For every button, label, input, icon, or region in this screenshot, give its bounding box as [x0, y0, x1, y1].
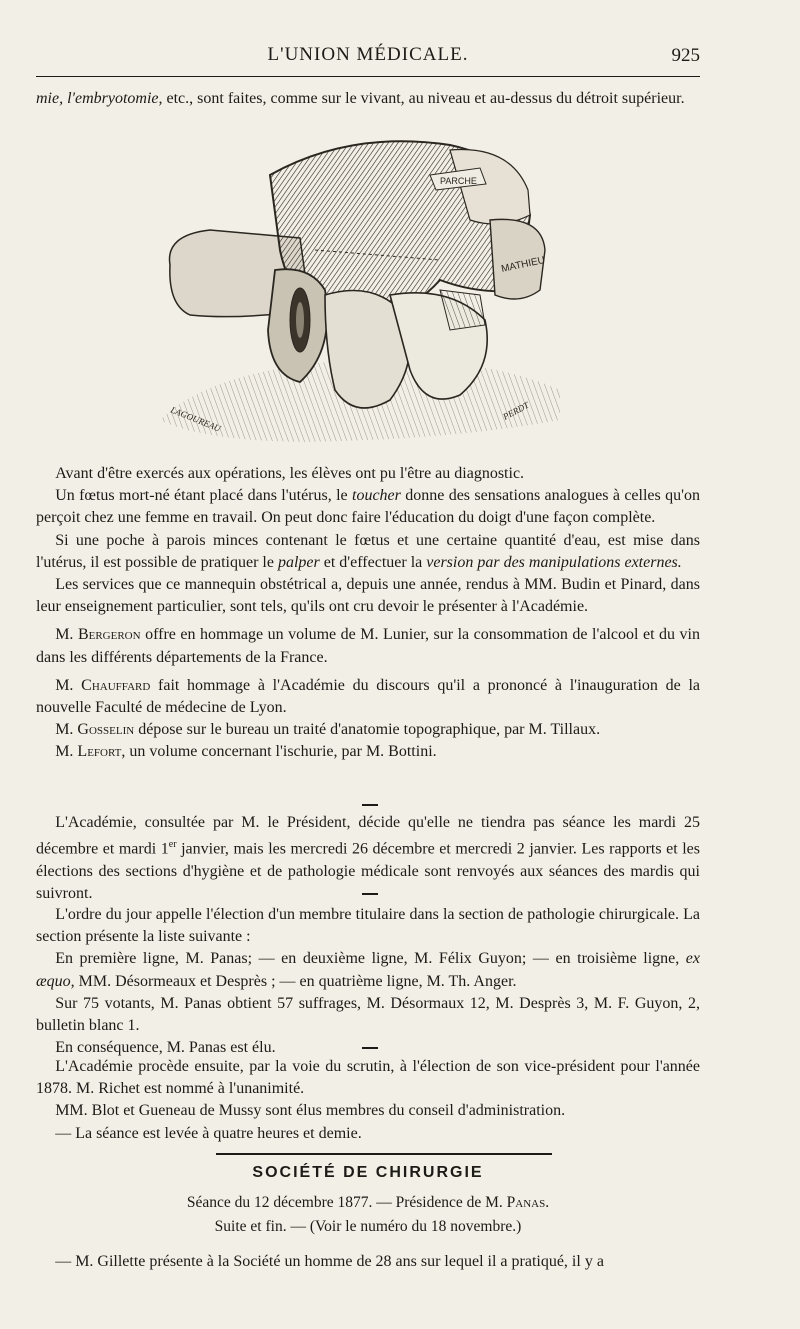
header-rule [36, 76, 700, 77]
intro-text [36, 88, 700, 110]
running-title: L'UNION MÉDICALE. [267, 44, 469, 65]
paragraph-lefort: M. Lefort, un volume concernant l'ischurie, par M. Bottini. [55, 743, 437, 761]
engraver-signature-right: PERDT [501, 399, 531, 422]
paragraph-seances: L'Académie, consultée par M. le Président, décide qu'elle ne tiendra pas séance les mardi 25 décembre et mardi 1er janvier, mais les mercredi 26 décembre et mercredi 2 janvier. Les rapports et les élections des sections d'hygiène et de pathologie médicale sont renvoyés aux séances des mardis qui suivront. [36, 814, 701, 902]
paragraph-conseil: MM. Blot et Gueneau de Mussy sont élus membres du conseil d'administration. [55, 1102, 566, 1120]
paragraph-palper: Si une poche à parois minces contenant le fœtus et une certaine quantité d'eau, est mise dans l'utérus, il est possible de pratiquer le palper et d'effectuer la version par des manipulations externes. [36, 531, 700, 571]
diagnosis-section [36, 463, 700, 764]
engraver-signature-left: LAGOUREAU [169, 404, 223, 434]
page-header [36, 44, 700, 72]
intro-italic: mie, l'embryotomie, [36, 90, 163, 107]
figure-label-side: MATHIEU [500, 254, 546, 275]
election-section [36, 904, 700, 1059]
separator-dash [362, 804, 378, 806]
paragraph-levee: — La séance est levée à quatre heures et demie. [55, 1124, 362, 1142]
section-rule [216, 1153, 552, 1155]
figure-label-top: PARCHE [440, 176, 477, 186]
paragraph-ordre-du-jour: L'ordre du jour appelle l'élection d'un membre titulaire dans la section de pathologie chirurgicale. La section présente la liste suivante : [36, 906, 700, 946]
session-line: Séance du 12 décembre 1877. — Présidence de M. Panas. [186, 1194, 550, 1211]
continuation-line: Suite et fin. — (Voir le numéro du 18 novembre.) [214, 1218, 522, 1235]
intro-rest: etc., sont faites, comme sur le vivant, au niveau et au-dessus du détroit supérieur. [162, 90, 685, 107]
paragraph-liste: En première ligne, M. Panas; — en deuxième ligne, M. Félix Guyon; — en troisième ligne, ex æquo, MM. Désormeaux et Desprès ; — en quatrième ligne, M. Th. Anger. [36, 950, 700, 990]
page-number: 925 [671, 45, 700, 66]
academie-decision [36, 812, 700, 905]
vice-president-section [36, 1056, 700, 1145]
paragraph-bergeron: M. Bergeron offre en hommage un volume de M. Lunier, sur la consommation de l'alcool et du vin dans les différents départements de la France. [36, 626, 700, 666]
paragraph-services: Les services que ce mannequin obstétrical a, depuis une année, rendus à MM. Budin et Pinard, dans leur enseignement particulier, sont tels, qu'ils ont cru devoir le présenter à l'Académie. [36, 576, 700, 616]
paragraph-votes: Sur 75 votants, M. Panas obtient 57 suffrages, M. Désormaux 12, M. Desprès 3, M. F. Guyon, 2, bulletin blanc 1. [36, 994, 700, 1035]
separator-dash [362, 1047, 378, 1049]
intro-paragraph [36, 88, 700, 110]
separator-dash [362, 893, 378, 895]
final-text [36, 1251, 700, 1273]
paragraph-toucher: Un fœtus mort-né étant placé dans l'utérus, le toucher donne des sensations analogues à celles qu'on perçoit chez une femme en travail. On peut donc faire l'éducation du doigt d'une façon complète. [36, 487, 700, 527]
paragraph-vice-president: L'Académie procède ensuite, par la voie du scrutin, à l'élection de son vice-président pour l'année 1878. M. Richet est nommé à l'unanimité. [36, 1058, 700, 1098]
paragraph-elu: En conséquence, M. Panas est élu. [55, 1039, 276, 1057]
obstetric-mannequin-figure [150, 120, 570, 455]
mannequin-engraving [150, 120, 570, 455]
paragraph-gillette: — M. Gillette présente à la Société un homme de 28 ans sur lequel il a pratiqué, il y a [55, 1253, 604, 1270]
paragraph-diagnostic: Avant d'être exercés aux opérations, les élèves ont pu l'être au diagnostic. [55, 465, 525, 482]
paragraph-chauffard: M. Chauffard fait hommage à l'Académie du discours qu'il a prononcé à l'inauguration de la nouvelle Faculté de médecine de Lyon. [36, 676, 701, 717]
paragraph-gosselin: M. Gosselin dépose sur le bureau un traité d'anatomie topographique, par M. Tillaux. [55, 721, 601, 739]
section-heading: SOCIÉTÉ DE CHIRURGIE [252, 1164, 484, 1181]
